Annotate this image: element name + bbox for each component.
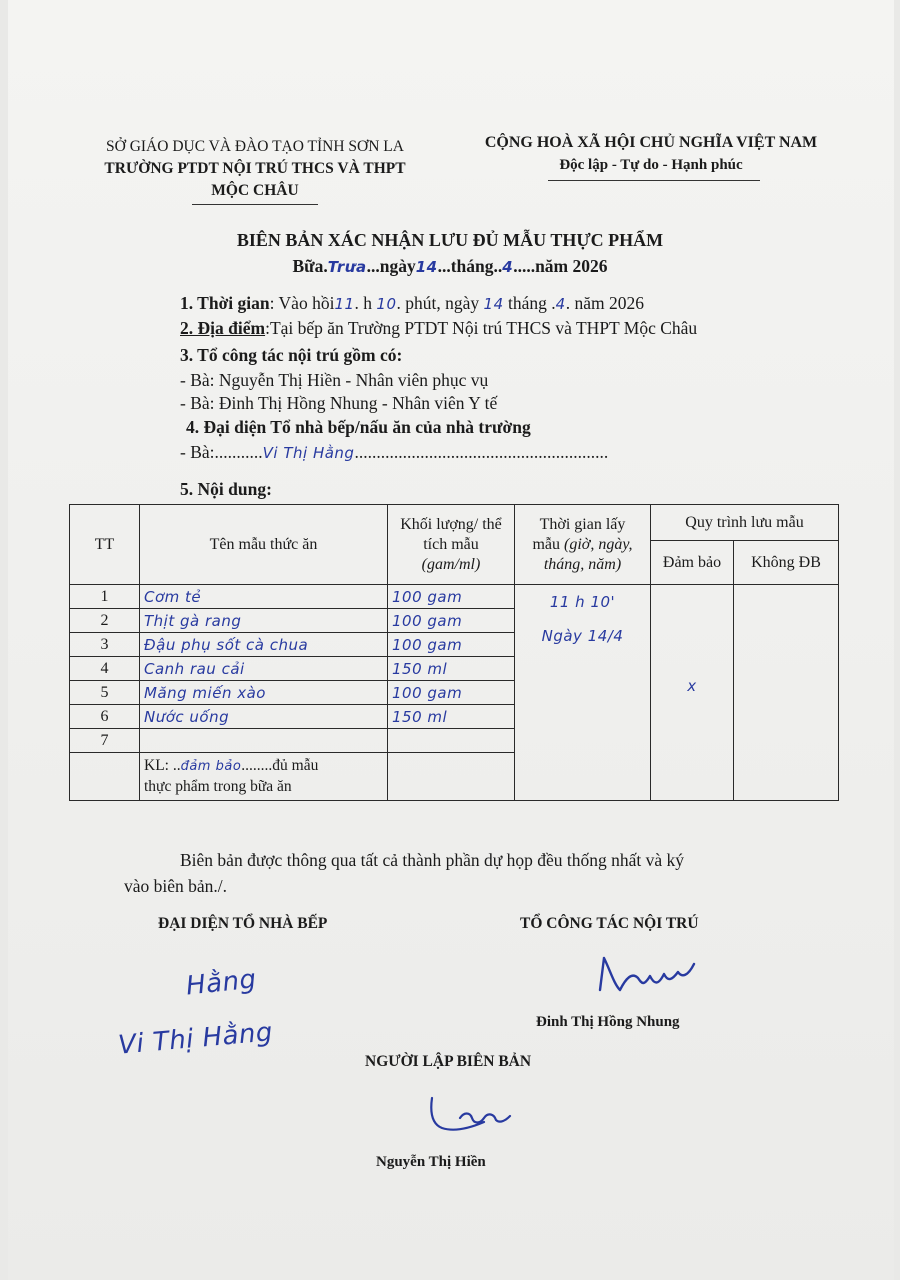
time-header-line2b: (giờ, ngày, <box>560 535 633 553</box>
row-weight: 100 gam <box>388 633 515 657</box>
col-header-weight <box>388 505 515 585</box>
row-food-name: Canh rau cải <box>140 657 388 681</box>
time-minute: 10 <box>376 295 397 313</box>
board-signature <box>592 950 702 1000</box>
recorder-title: NGƯỜI LẬP BIÊN BẢN <box>365 1053 532 1070</box>
board-member-1: - Bà: Nguyễn Thị Hiền - Nhân viên phục vụ <box>180 370 489 390</box>
row-number: 1 <box>70 585 140 609</box>
section-time <box>180 293 644 314</box>
time-month: 4 <box>555 295 566 313</box>
sample-time-value: 11 h 10' <box>549 593 616 611</box>
row-weight <box>388 729 515 753</box>
conclusion-line2: thực phẩm trong bữa ăn <box>144 778 292 795</box>
time-header-line2a: mẫu <box>532 535 560 553</box>
kitchen-rep-line <box>180 442 608 463</box>
closing-line-2: vào biên bản./. <box>124 876 228 896</box>
time-h: . h <box>354 293 373 313</box>
row-number: 5 <box>70 681 140 705</box>
national-header <box>462 132 840 176</box>
row-food-name: Đậu phụ sốt cà chua <box>140 633 388 657</box>
conclusion-weight-cell <box>388 753 515 801</box>
row-food-name <box>140 729 388 753</box>
row-number: 4 <box>70 657 140 681</box>
conclusion-prefix: KL: .. <box>144 757 181 774</box>
department-name: SỞ GIÁO DỤC VÀ ĐÀO TẠO TỈNH SƠN LA <box>106 138 404 155</box>
row-food-name: Nước uống <box>140 705 388 729</box>
recorder-signature <box>424 1094 524 1138</box>
time-prefix: : Vào hồi <box>269 293 335 313</box>
row-food-name: Thịt gà rang <box>140 609 388 633</box>
row-number: 6 <box>70 705 140 729</box>
country-name: CỘNG HOÀ XÃ HỘI CHỦ NGHĨA VIỆT NAM <box>484 134 818 151</box>
section-location-label: 2. Địa điểm <box>180 318 266 338</box>
time-year: . năm 2026 <box>565 293 644 313</box>
row-number: 7 <box>70 729 140 753</box>
table-row <box>70 585 839 609</box>
row-weight: 150 ml <box>388 657 515 681</box>
weight-header-line1: Khối lượng/ thể <box>400 515 502 533</box>
school-location: MỘC CHÂU <box>211 182 299 199</box>
section-location <box>180 318 697 339</box>
kitchen-rep-dots-after: .......................................................... <box>354 442 609 462</box>
closing-line-1: Biên bản được thông qua tất cả thành phần dự họp đều thống nhất và ký <box>180 850 685 870</box>
time-day: 14 <box>483 295 504 313</box>
board-member-name: Đinh Thị Hồng Nhung <box>536 1014 680 1030</box>
meal-date-line <box>90 256 810 277</box>
section-board-label: 3. Tổ công tác nội trú gồm có: <box>180 345 403 365</box>
month-value: 4 <box>502 258 514 276</box>
col-header-ensured: Đảm bảo <box>651 541 734 585</box>
conclusion-suffix: ........đủ mẫu <box>241 757 319 774</box>
ensured-cell <box>651 585 734 801</box>
board-title: TỔ CÔNG TÁC NỘI TRÚ <box>520 915 699 932</box>
section-kitchen-label: 4. Đại diện Tổ nhà bếp/nấu ăn của nhà trường <box>186 417 531 437</box>
school-header <box>80 136 430 202</box>
sample-date-value: Ngày 14/4 <box>541 627 624 645</box>
col-header-name: Tên mẫu thức ăn <box>140 505 388 585</box>
row-number: 2 <box>70 609 140 633</box>
time-header-line3: tháng, năm) <box>543 555 622 573</box>
board-member-2: - Bà: Đinh Thị Hồng Nhung - Nhân viên Y tế <box>180 393 498 413</box>
time-hour: 11 <box>334 295 355 313</box>
row-food-name: Măng miến xào <box>140 681 388 705</box>
school-name: TRƯỜNG PTDT NỘI TRÚ THCS VÀ THPT <box>104 160 406 177</box>
kitchen-rep-dots: ........... <box>214 442 263 462</box>
kitchen-rep-prefix: - Bà: <box>180 442 215 462</box>
ensured-check-mark: x <box>687 677 697 695</box>
row-number: 3 <box>70 633 140 657</box>
row-weight: 100 gam <box>388 585 515 609</box>
country-motto: Độc lập - Tự do - Hạnh phúc <box>559 157 743 173</box>
col-header-tt: TT <box>70 505 140 585</box>
conclusion-empty-cell <box>70 753 140 801</box>
section-content-label: 5. Nội dung: <box>180 479 272 499</box>
weight-header-line2: tích mẫu <box>423 535 479 553</box>
day-label: ...ngày <box>366 256 416 276</box>
meal-label: Bữa. <box>292 256 328 276</box>
school-header-underline <box>192 204 318 205</box>
col-header-not-ensured: Không ĐB <box>734 541 839 585</box>
conclusion-value: đảm bảo <box>180 759 242 774</box>
kitchen-rep-title: ĐẠI DIỆN TỔ NHÀ BẾP <box>158 915 328 932</box>
section-location-text: :Tại bếp ăn Trường PTDT Nội trú THCS và THPT Mộc Châu <box>265 318 698 338</box>
national-header-underline <box>548 180 760 181</box>
row-weight: 100 gam <box>388 609 515 633</box>
not-ensured-cell <box>734 585 839 801</box>
kitchen-signature-1: Hằng <box>184 964 258 1002</box>
col-header-time <box>515 505 651 585</box>
row-food-name: Cơm tẻ <box>140 585 388 609</box>
row-weight: 100 gam <box>388 681 515 705</box>
month-label: ...tháng.. <box>437 256 503 276</box>
time-thang: tháng . <box>508 293 556 313</box>
conclusion-cell <box>140 753 388 801</box>
food-sample-table <box>69 504 839 801</box>
time-header-line1: Thời gian lấy <box>539 515 626 533</box>
time-phut: . phút, ngày <box>396 293 480 313</box>
recorder-name: Nguyễn Thị Hiền <box>376 1154 486 1170</box>
sample-time-cell <box>515 585 651 801</box>
document-title: BIÊN BẢN XÁC NHẬN LƯU ĐỦ MẪU THỰC PHẨM <box>236 230 664 250</box>
col-header-process: Quy trình lưu mẫu <box>651 505 839 541</box>
section-time-label: 1. Thời gian <box>180 293 270 313</box>
row-weight: 150 ml <box>388 705 515 729</box>
year-label: .....năm 2026 <box>513 256 608 276</box>
meal-value: Trưa <box>327 258 367 276</box>
day-value: 14 <box>415 258 438 276</box>
weight-header-unit: (gam/ml) <box>421 555 481 573</box>
kitchen-signature-2: Vi Thị Hằng <box>116 1017 275 1061</box>
kitchen-rep-name: Vi Thị Hằng <box>262 444 355 462</box>
